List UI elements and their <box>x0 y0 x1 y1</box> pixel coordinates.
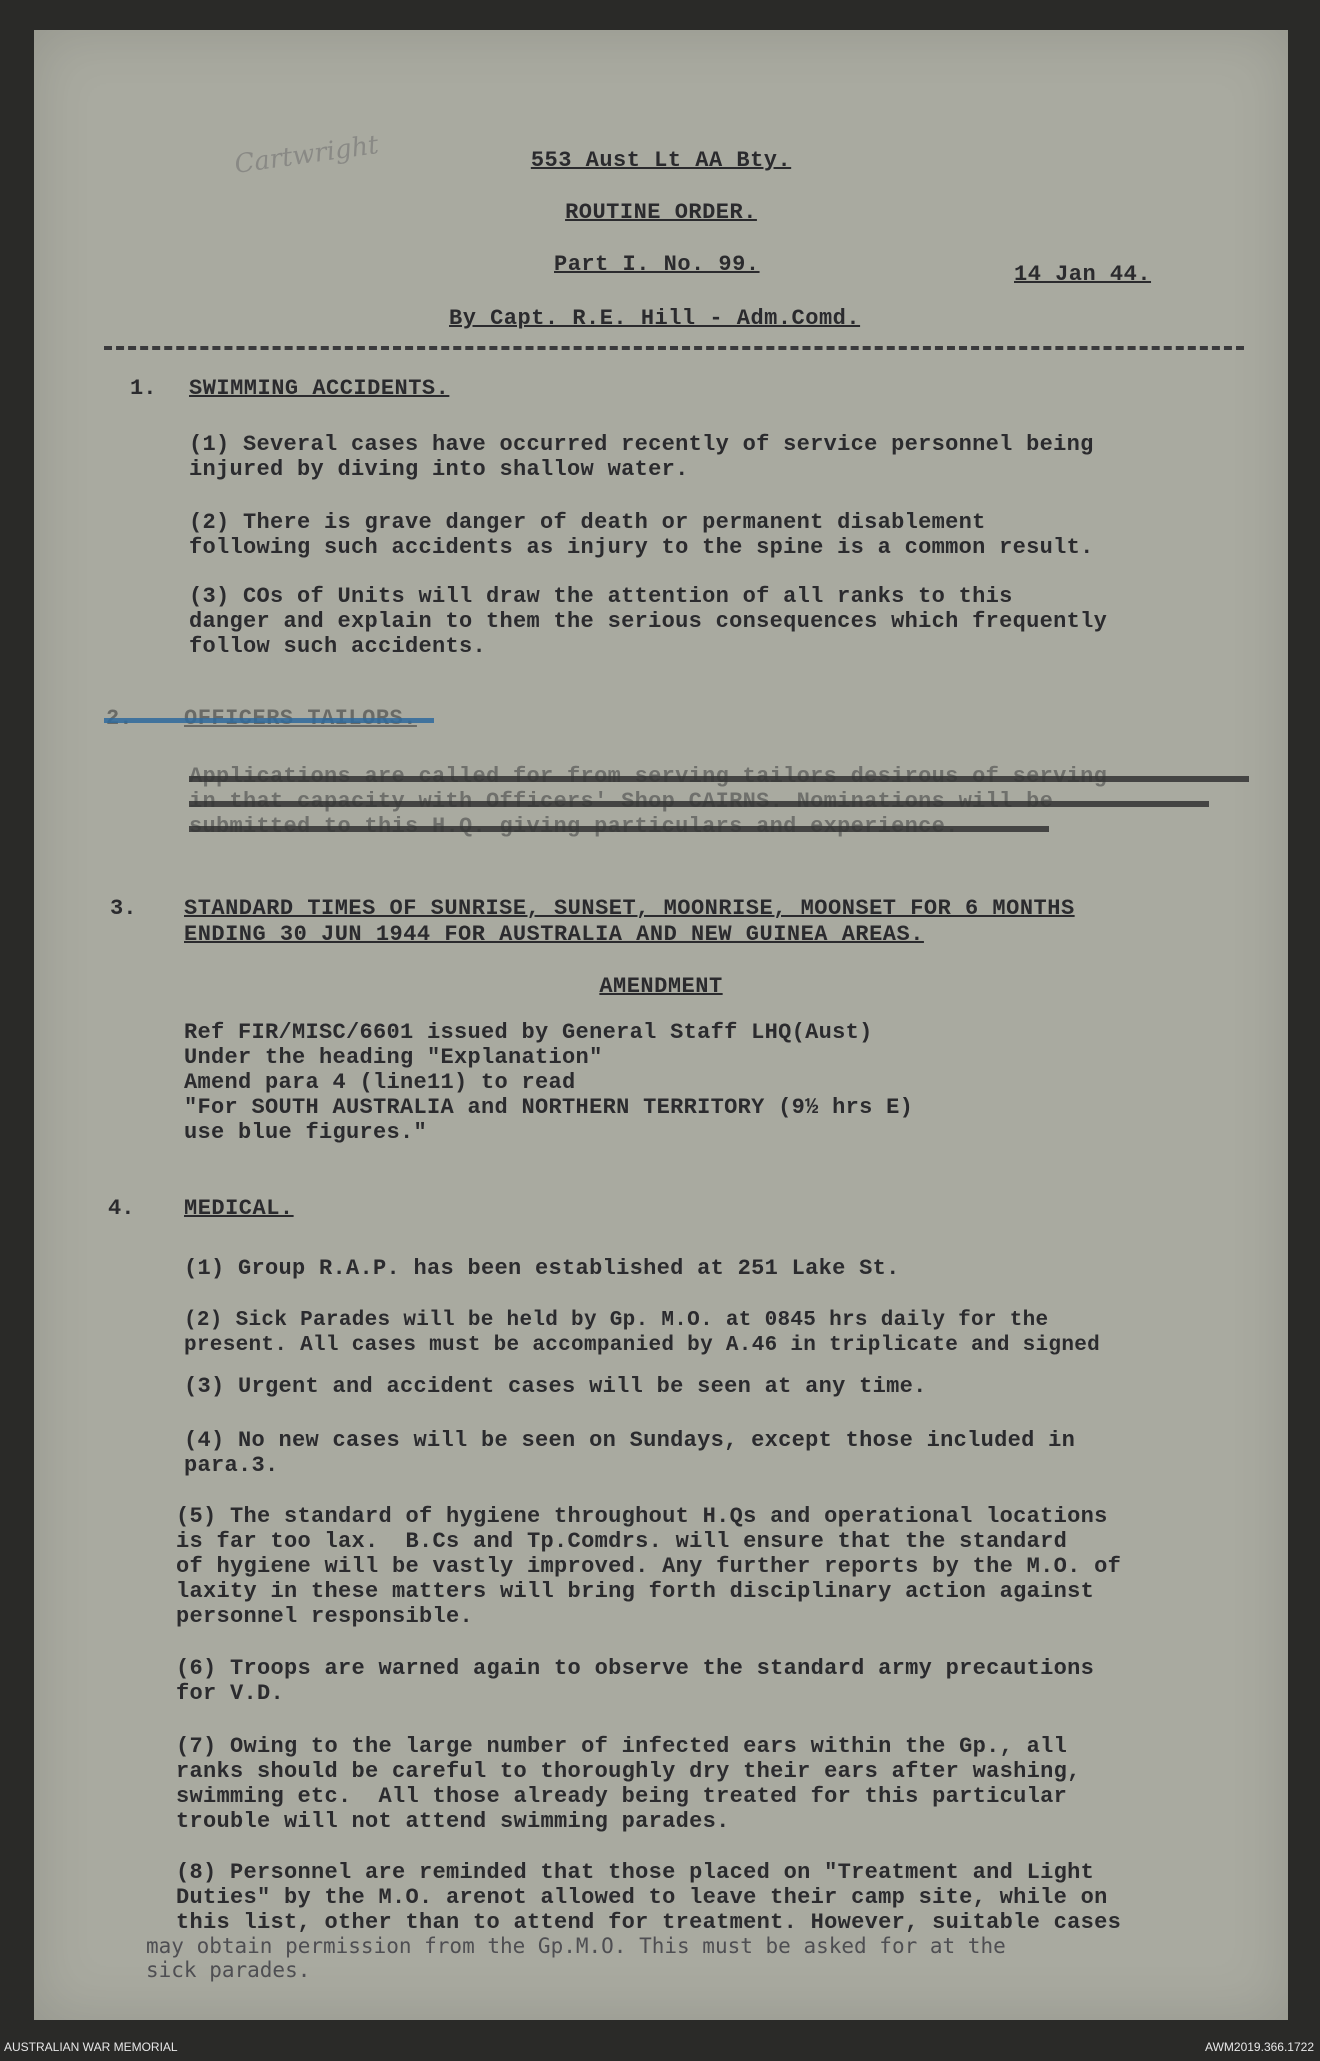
document-page <box>34 30 1288 2020</box>
section-4-para-6: (6) Troops are warned again to observe the standard army precautions for V.D. <box>176 1656 1095 1706</box>
section-4-para-2: (2) Sick Parades will be held by Gp. M.O. at 0845 hrs daily for the present. All cases must be accompanied by A.46 in triplicate and signed <box>184 1309 1101 1357</box>
section-3-title-line-1: STANDARD TIMES OF SUNRISE, SUNSET, MOONRISE, MOONSET FOR 6 MONTHS <box>184 896 1075 921</box>
section-3-title-line-2: ENDING 30 JUN 1944 FOR AUSTRALIA AND NEW GUINEA AREAS. <box>184 922 924 947</box>
section-1-para-1: (1) Several cases have occurred recently of service personnel being injured by diving into shallow water. <box>189 432 1094 482</box>
section-3-body: Ref FIR/MISC/6601 issued by General Staff LHQ(Aust) Under the heading "Explanation" Amend para 4 (line11) to read "For SOUTH AUSTRALIA and NORTHERN TERRITORY (9½ hrs E) use blue figures." <box>184 1020 914 1145</box>
handwritten-note: Cartwright <box>232 130 381 180</box>
section-4-para-8: (8) Personnel are reminded that those placed on "Treatment and Light Duties" by the M.O. arenot allowed to leave their camp site, while on this list, other than to attend for treatment. However, suitable cases <box>176 1860 1122 1935</box>
section-3-subheading: AMENDMENT <box>599 974 723 999</box>
footer-reference: AWM2019.366.1722 <box>1205 2040 1314 2054</box>
section-4-title: MEDICAL. <box>184 1196 294 1221</box>
part-number: Part I. No. 99. <box>554 252 760 277</box>
section-4-para-3: (3) Urgent and accident cases will be seen at any time. <box>184 1374 927 1399</box>
section-4-continuation: may obtain permission from the Gp.M.O. This must be asked for at the sick parades. <box>146 1934 1006 1982</box>
footer-source: AUSTRALIAN WAR MEMORIAL <box>4 2040 178 2054</box>
section-2-title-strikeout <box>104 718 434 723</box>
section-1-para-2: (2) There is grave danger of death or permanent disablement following such accidents as injury to the spine is a common result. <box>189 510 1094 560</box>
doc-type-heading: ROUTINE ORDER. <box>565 200 757 225</box>
section-1-number: 1. <box>130 376 157 401</box>
section-2-strike-line-1 <box>189 776 1249 782</box>
section-3-number: 3. <box>110 896 137 921</box>
section-2-strike-line-2 <box>189 801 1209 807</box>
section-1-para-3: (3) COs of Units will draw the attention of all ranks to this danger and explain to them the serious consequences which frequently follow such accidents. <box>189 584 1108 659</box>
section-4-para-7: (7) Owing to the large number of infected ears within the Gp., all ranks should be careful to thoroughly dry their ears after washing, swimming etc. All those already being treated for this particular trouble will not attend swimming parades. <box>176 1734 1081 1834</box>
section-1-title: SWIMMING ACCIDENTS. <box>189 376 450 401</box>
section-2-strike-line-3 <box>189 826 1049 832</box>
section-4-number: 4. <box>108 1196 135 1221</box>
unit-heading: 553 Aust Lt AA Bty. <box>530 148 792 173</box>
header-rule <box>104 346 1244 350</box>
issued-by: By Capt. R.E. Hill - Adm.Comd. <box>449 306 861 331</box>
section-4-para-1: (1) Group R.A.P. has been established at 251 Lake St. <box>184 1256 900 1281</box>
order-date: 14 Jan 44. <box>1014 262 1152 287</box>
section-4-para-4: (4) No new cases will be seen on Sundays, except those included in para.3. <box>184 1428 1076 1478</box>
section-4-para-5: (5) The standard of hygiene throughout H.Qs and operational locations is far too lax. B.Cs and Tp.Comdrs. will ensure that the standard of hygiene will be vastly improved. Any further reports by the M.O. of laxity in these matters will bring forth disciplinary action against personnel responsible. <box>176 1504 1122 1629</box>
